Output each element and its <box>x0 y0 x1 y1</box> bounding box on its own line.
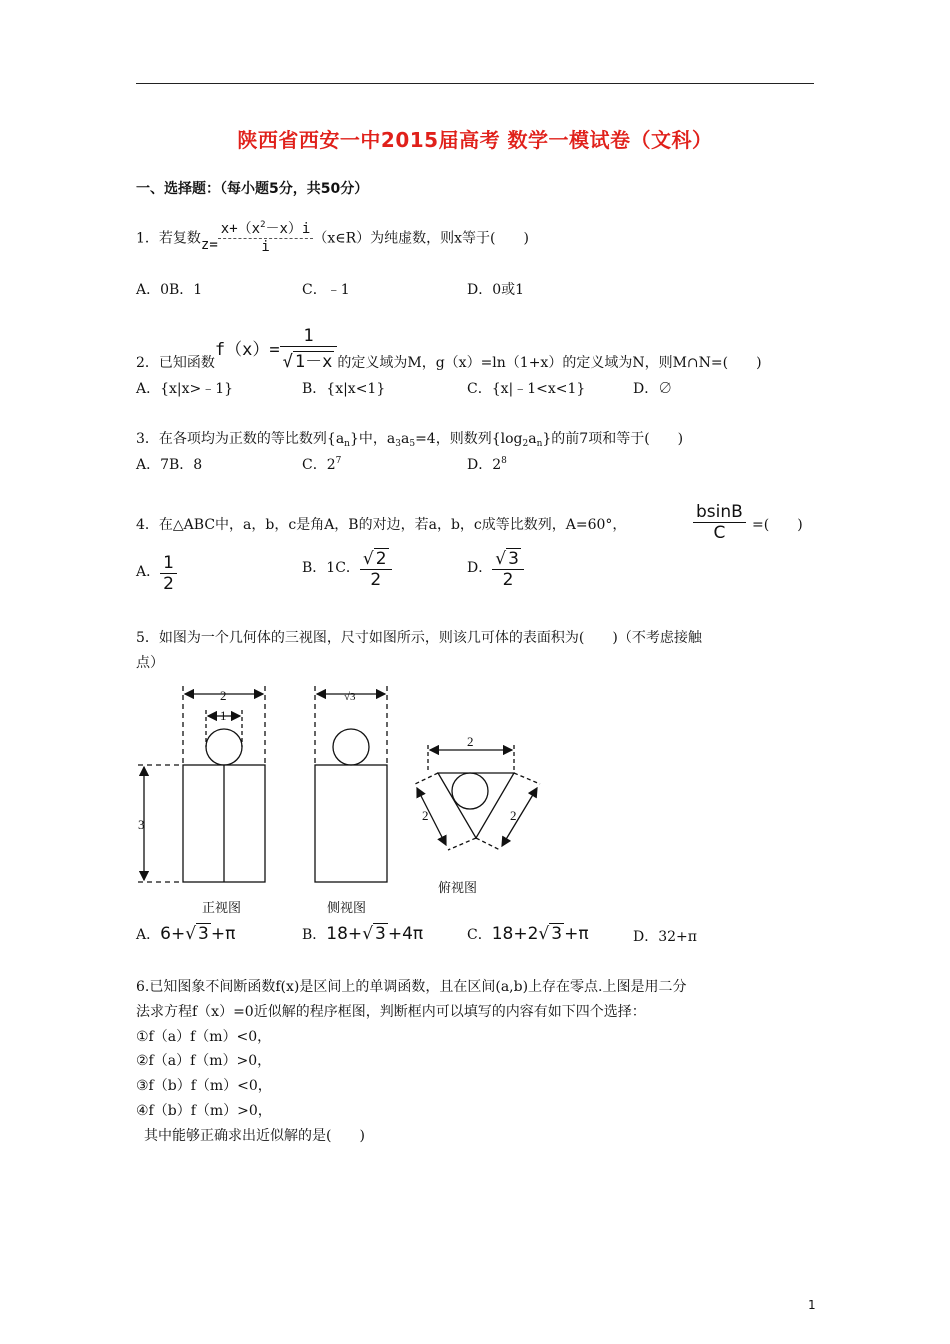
q4-option-bc: B．1C． $\frac{√ 2}{2}$ <box>302 549 392 590</box>
q1-option-d: D．0或1 <box>467 282 525 298</box>
dim-top-width: 2 <box>467 734 474 749</box>
q1-option-ab: A．0B．1 <box>136 282 203 298</box>
question-1 <box>136 222 529 255</box>
q1-option-c: C．﹣1 <box>302 282 350 298</box>
q2-option-a: A．{x|x>﹣1} <box>136 381 234 397</box>
dim-side-width: √3 <box>344 691 356 703</box>
q1-z: z= <box>200 236 218 253</box>
dim-front-top: 1 <box>220 708 227 723</box>
page-number: 1 <box>808 1298 816 1312</box>
q6-choice-2: ②f（a）f（m）>0， <box>136 1053 272 1069</box>
q5-option-b: B．18+√ 3 +4π <box>302 924 424 944</box>
q6-choice-3: ③f（b）f（m）<0， <box>136 1078 272 1094</box>
question-2 <box>136 326 762 372</box>
header-rule <box>136 83 814 84</box>
q2-option-c: C．{x|﹣1<x<1} <box>467 381 586 397</box>
page-title: 陕西省西安一中2015届高考 数学一模试卷（文科） <box>237 128 713 152</box>
q2-suffix: 的定义域为M，g（x）=ln（1+x）的定义域为N，则M∩N=( ) <box>337 355 762 371</box>
q2-fx: f（x）= <box>214 340 280 360</box>
q4-suffix: =( ) <box>752 517 803 533</box>
three-views-figure <box>130 680 550 920</box>
front-view <box>138 686 265 882</box>
top-view <box>415 745 540 850</box>
side-view-label: 侧视图 <box>327 901 367 916</box>
q3-option-ab: A．7B．8 <box>136 457 203 473</box>
q1-suffix: （x∈R）为纯虚数，则x等于( ) <box>313 230 529 247</box>
q5-option-d: D．32+π <box>633 929 697 945</box>
q2-prefix: 2．已知函数 <box>136 355 215 371</box>
q5-option-c: C．18+2√ 3 +π <box>467 924 589 944</box>
q6-choice-4: ④f（b）f（m）>0， <box>136 1103 272 1119</box>
q3-option-d: D．$2^8$ <box>467 456 507 473</box>
dim-top-left: 2 <box>422 808 429 823</box>
dim-top-right: 2 <box>510 808 517 823</box>
q5-option-a: A．6+√ 3 +π <box>136 924 236 944</box>
q6-question: 其中能够正确求出近似解的是( ) <box>144 1128 365 1144</box>
q6-line2: 法求方程f（x）=0近似解的程序框图，判断框内可以填写的内容有如下四个选择： <box>136 1004 646 1020</box>
q1-fraction: $\frac{x+(x^2-x)i}{i}$ <box>218 218 314 255</box>
side-view <box>315 686 387 882</box>
q1-prefix: 1．若复数 <box>136 230 201 247</box>
q6-choice-1: ①f（a）f（m）<0， <box>136 1029 272 1045</box>
dim-height: 3 <box>138 817 145 832</box>
q5-line1: 5．如图为一个几何体的三视图，尺寸如图所示，则该几可体的表面积为( )（不考虑接触 <box>136 630 702 646</box>
q4-fraction: $\frac{bsinB}{C}$ <box>693 502 746 543</box>
question-4-text: 4．在△ABC中，a，b，c是角A，B的对边，若a，b，c成等比数列，A=60°， <box>136 517 627 533</box>
q6-line1: 6.已知图象不间断函数f(x)是区间上的单调函数，且在区间(a,b)上存在零点.上图是用二分 <box>136 979 687 995</box>
q4-option-a: A． $\frac{1}{2}$ <box>136 553 177 594</box>
top-view-label: 俯视图 <box>438 881 478 896</box>
front-view-label: 正视图 <box>202 901 242 916</box>
q2-option-d: D．∅ <box>633 381 673 397</box>
q4-option-d: D． $\frac{√ 3}{2}$ <box>467 549 524 590</box>
q2-fraction: $\frac{1}{√ 1-x}$ <box>280 326 338 372</box>
q2-option-b: B．{x|x<1} <box>302 381 386 397</box>
q3-option-c: C．$2^7$ <box>302 456 342 473</box>
q5-line2: 点） <box>136 655 164 671</box>
question-3: 3．在各项均为正数的等比数列$\{a_n\}$中，$a_3a_5=4$，则数列$\{\log_2a_n\}$的前7项和等于( ) <box>136 431 684 449</box>
dim-front-width: 2 <box>220 688 227 703</box>
section-heading: 一、选择题：（每小题5分，共50分） <box>136 181 369 197</box>
